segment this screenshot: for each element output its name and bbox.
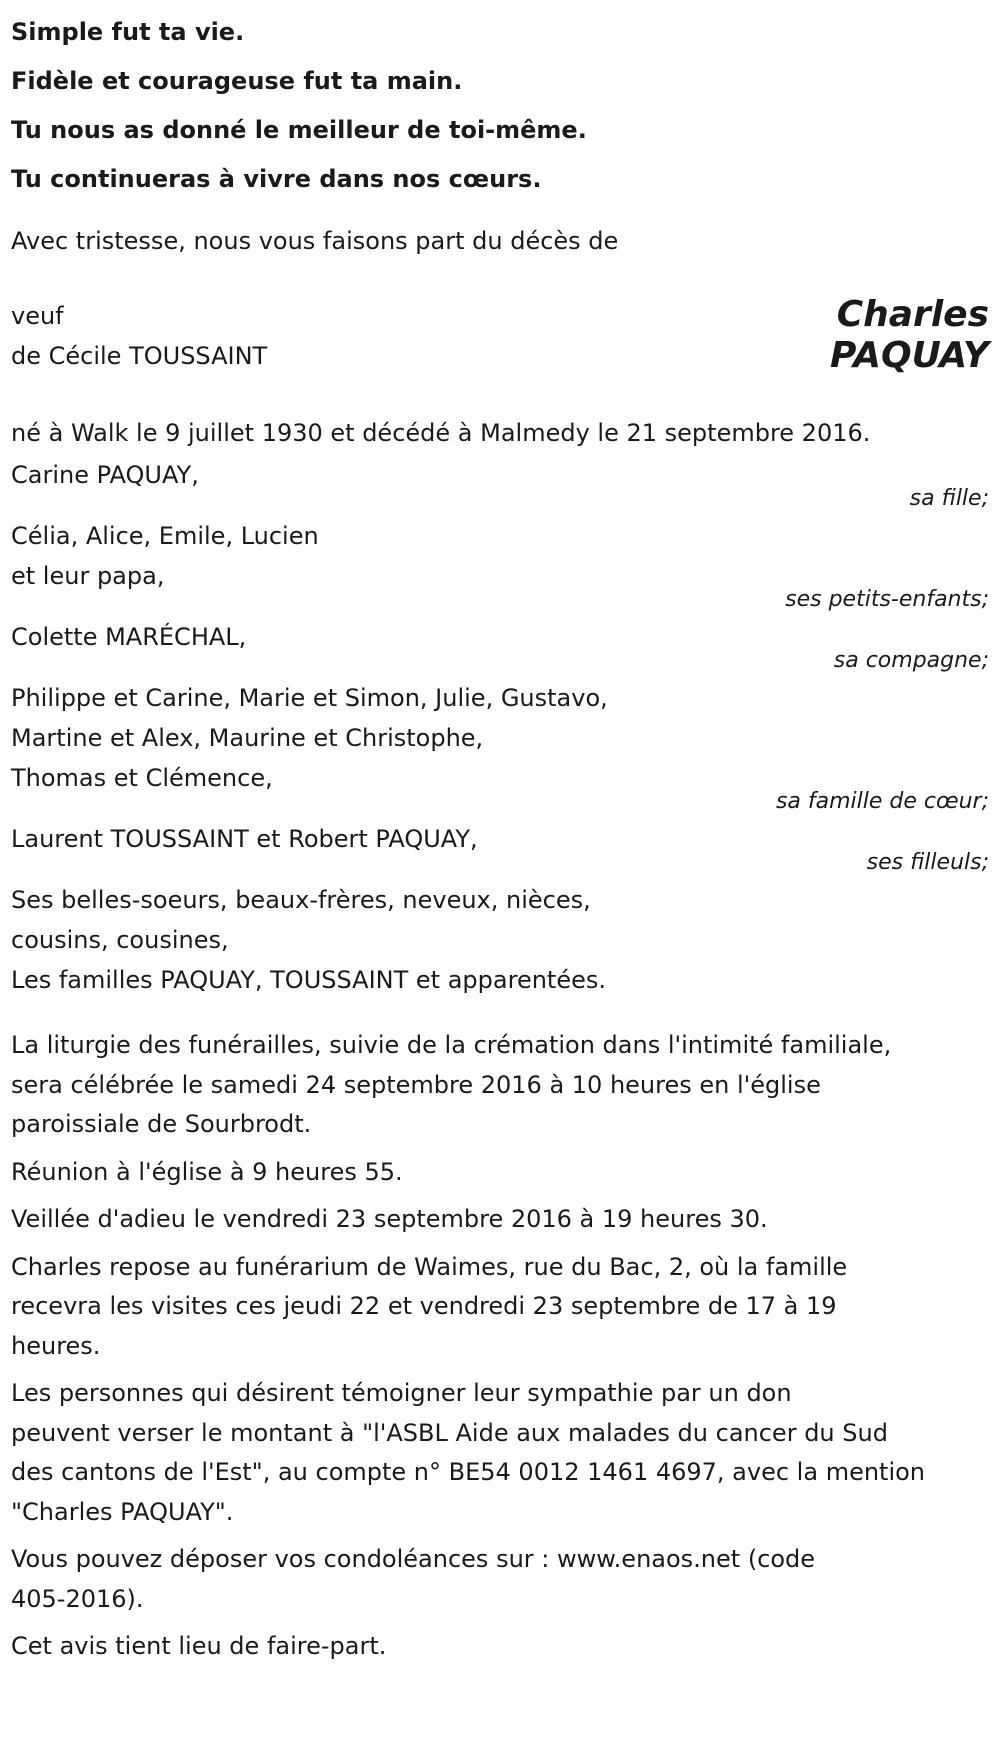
- details: [11, 1026, 989, 1667]
- details-line: Vous pouvez déposer vos condoléances sur : www.enaos.net (code: [11, 1545, 816, 1573]
- deceased-name: [830, 294, 989, 376]
- family-group: [11, 880, 989, 1000]
- family-name-line: Philippe et Carine, Marie et Simon, Julie, Gustavo,: [11, 684, 608, 712]
- details-paragraph: [11, 1153, 989, 1193]
- details-line: La liturgie des funérailles, suivie de la crémation dans l'intimité familiale,: [11, 1031, 892, 1059]
- details-line: Charles repose au funérarium de Waimes, rue du Bac, 2, où la famille: [11, 1252, 848, 1281]
- poem-line: Fidèle et courageuse fut ta main.: [11, 67, 463, 95]
- family-names: [11, 678, 989, 798]
- details-paragraph: [11, 1627, 989, 1667]
- details-paragraph: [11, 1374, 989, 1532]
- details-line: peuvent verser le montant à "l'ASBL Aide aux malades du cancer du Sud: [11, 1418, 888, 1447]
- family-names: [11, 880, 989, 1000]
- family-group: [11, 678, 989, 814]
- family-group: [11, 819, 989, 875]
- details-line: Réunion à l'église à 9 heures 55.: [11, 1157, 403, 1186]
- details-line: paroissiale de Sourbrodt.: [11, 1110, 312, 1138]
- family-name-line: et leur papa,: [11, 562, 165, 590]
- poem: [11, 0, 989, 204]
- widow-line: de Cécile TOUSSAINT: [11, 342, 268, 370]
- details-line: recevra les visites ces jeudi 22 et vendredi 23 septembre de 17 à 19: [11, 1292, 837, 1320]
- name-block: [11, 294, 989, 384]
- intro-text: Avec tristesse, nous vous faisons part du décès de: [11, 227, 619, 255]
- family-name-line: Martine et Alex, Maurine et Christophe,: [11, 724, 484, 752]
- family-name-line: Carine PAQUAY,: [11, 461, 199, 489]
- deceased-last-name: PAQUAY: [830, 335, 989, 376]
- family-name-line: Colette MARÉCHAL,: [11, 623, 247, 651]
- family-relation: ses petits-enfants;: [785, 587, 989, 612]
- family-group: [11, 617, 989, 673]
- deceased-first-name: Charles: [836, 294, 989, 335]
- details-line: heures.: [11, 1331, 101, 1360]
- details-line: Cet avis tient lieu de faire-part.: [11, 1632, 387, 1660]
- family-name-line: Thomas et Clémence,: [11, 764, 273, 792]
- details-line: "Charles PAQUAY".: [11, 1497, 234, 1526]
- family-list: [11, 455, 989, 1000]
- widow-line: veuf: [11, 302, 64, 330]
- details-line: sera célébrée le samedi 24 septembre 2016 à 10 heures en l'église: [11, 1070, 821, 1099]
- family-relation: sa fille;: [909, 486, 989, 511]
- details-line: des cantons de l'Est", au compte n° BE54 0012 1461 4697, avec la mention: [11, 1458, 926, 1486]
- family-relation: ses filleuls;: [866, 850, 989, 875]
- details-paragraph: [11, 1026, 989, 1145]
- details-line: 405-2016).: [11, 1584, 144, 1613]
- family-name-line: Ses belles-soeurs, beaux-frères, neveux, nièces,: [11, 886, 591, 914]
- details-paragraph: [11, 1248, 989, 1367]
- poem-line: Simple fut ta vie.: [11, 18, 245, 46]
- poem-line: Tu nous as donné le meilleur de toi-même.: [11, 116, 587, 144]
- family-names: [11, 516, 989, 596]
- details-line: Veillée d'adieu le vendredi 23 septembre 2016 à 19 heures 30.: [11, 1205, 768, 1233]
- poem-line: Tu continueras à vivre dans nos cœurs.: [11, 165, 542, 193]
- birth-death-dates: né à Walk le 9 juillet 1930 et décédé à Malmedy le 21 septembre 2016.: [11, 419, 871, 447]
- details-paragraph: [11, 1200, 989, 1240]
- family-name-line: Les familles PAQUAY, TOUSSAINT et apparentées.: [11, 966, 606, 994]
- details-line: Les personnes qui désirent témoigner leur sympathie par un don: [11, 1379, 792, 1407]
- family-name-line: Célia, Alice, Emile, Lucien: [11, 522, 319, 550]
- details-paragraph: [11, 1540, 989, 1619]
- family-relation: sa famille de cœur;: [775, 789, 989, 814]
- widow-info: [11, 296, 267, 376]
- family-name-line: Laurent TOUSSAINT et Robert PAQUAY,: [11, 825, 478, 853]
- family-name-line: cousins, cousines,: [11, 926, 229, 954]
- family-group: [11, 516, 989, 612]
- family-relation: sa compagne;: [833, 648, 989, 673]
- family-group: [11, 455, 989, 511]
